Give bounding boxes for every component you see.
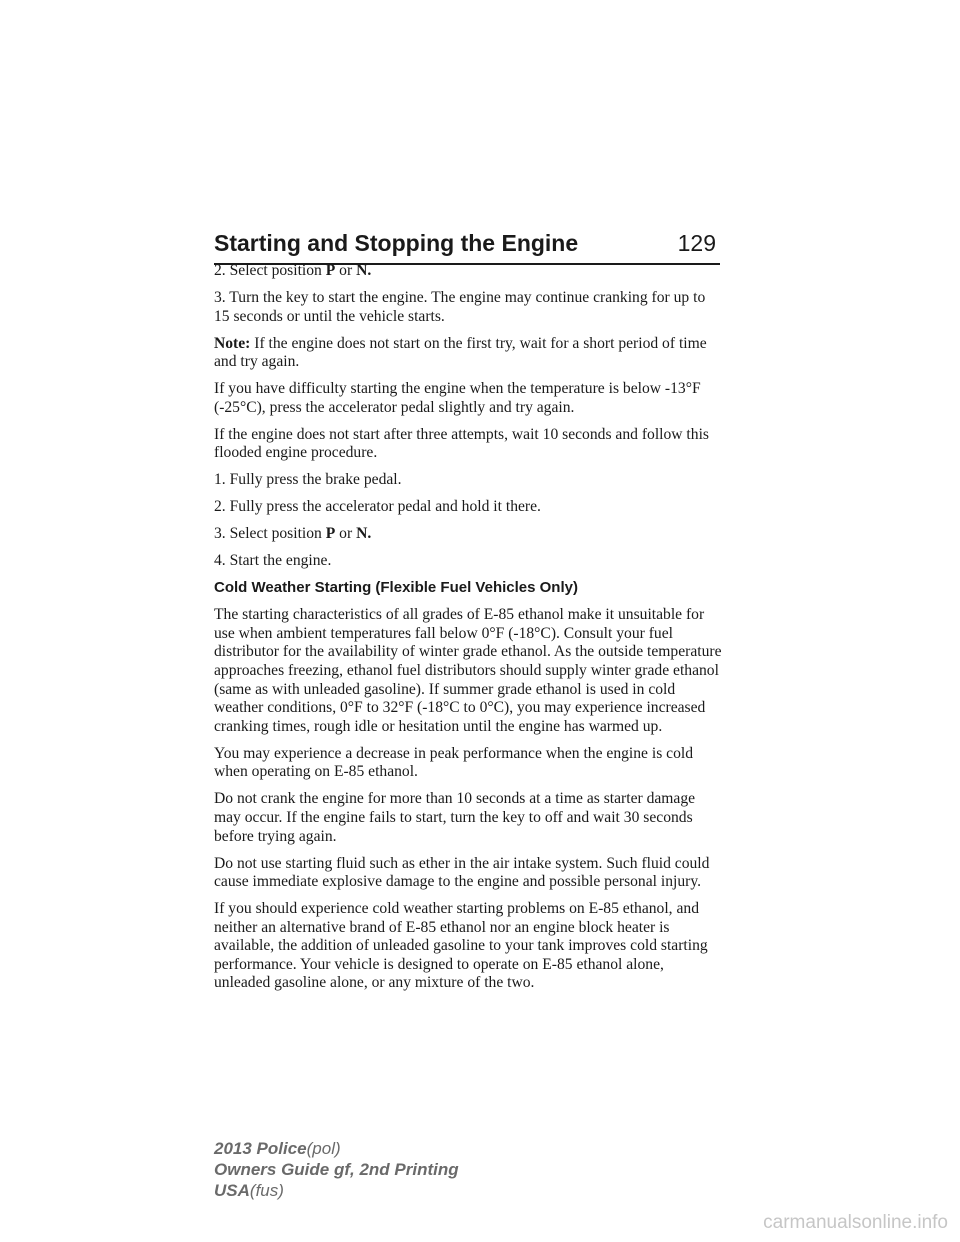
cold-temp-paragraph: If you have difficulty starting the engine when the temperature is below -13°F (-25°C), press the accelerator pedal slightly and try again.	[214, 380, 701, 416]
note-paragraph: Note: If the engine does not start on the first try, wait for a short period of time and try again.	[214, 334, 707, 371]
flooded-step-3: 3. Select position P or N.	[214, 525, 372, 543]
cold-weather-subheading: Cold Weather Starting (Flexible Fuel Vehicles Only)	[214, 579, 578, 597]
page-number: 129	[677, 230, 716, 256]
section-title: Starting and Stopping the Engine	[214, 230, 579, 256]
page-footer	[214, 1138, 459, 1201]
flooded-step-1: 1. Fully press the brake pedal.	[214, 471, 402, 489]
starting-fluid-paragraph: Do not use starting fluid such as ether in the air intake system. Such fluid could cause immediate explosive damage to the engine and possible personal injury.	[214, 854, 710, 891]
step-select-position: 2. Select position P or N.	[214, 262, 372, 279]
performance-paragraph: You may experience a decrease in peak performance when the engine is cold when operating on E-85 ethanol.	[214, 744, 694, 781]
flooded-step-4: 4. Start the engine.	[214, 552, 332, 570]
step-turn-key: 3. Turn the key to start the engine. The engine may continue cranking for up to 15 seconds or until the vehicle starts.	[214, 288, 706, 325]
footer-line-1: 2013 Police(pol)	[214, 1139, 341, 1158]
flooded-step-2: 2. Fully press the accelerator pedal and hold it there.	[214, 498, 541, 516]
note-label: Note:	[214, 334, 251, 352]
footer-line-2: Owners Guide gf, 2nd Printing	[214, 1160, 459, 1179]
watermark-text: carmanualsonline.info	[763, 1212, 948, 1233]
footer-line-3: USA(fus)	[214, 1181, 284, 1200]
e85-characteristics-paragraph: The starting characteristics of all grades of E-85 ethanol make it unsuitable for use when ambient temperatures fall below 0°F (-18°C). Consult your fuel distributor for the availability of winter grade ethanol. As the outside temperature approaches freezing, ethanol fuel distributors should supply winter grade ethanol (same as with unleaded gasoline). If summer grade ethanol is used in cold weather conditions, 0°F to 32°F (-18°C to 0°C), you may experience increased cranking times, rough idle or hesitation until the engine has warmed up.	[214, 606, 722, 735]
flooded-intro-paragraph: If the engine does not start after three attempts, wait 10 seconds and follow this flooded engine procedure.	[214, 425, 709, 462]
page-content	[214, 262, 724, 1001]
gasoline-mix-paragraph: If you should experience cold weather starting problems on E-85 ethanol, and neither an alternative brand of E-85 ethanol nor an engine block heater is available, the addition of unleaded gasoline to your tank improves cold starting performance. Your vehicle is designed to operate on E-85 ethanol alone, unleaded gasoline alone, or any mixture of the two.	[214, 900, 708, 992]
crank-warning-paragraph: Do not crank the engine for more than 10 seconds at a time as starter damage may occur. If the engine fails to start, turn the key to off and wait 30 seconds before trying again.	[214, 790, 696, 845]
